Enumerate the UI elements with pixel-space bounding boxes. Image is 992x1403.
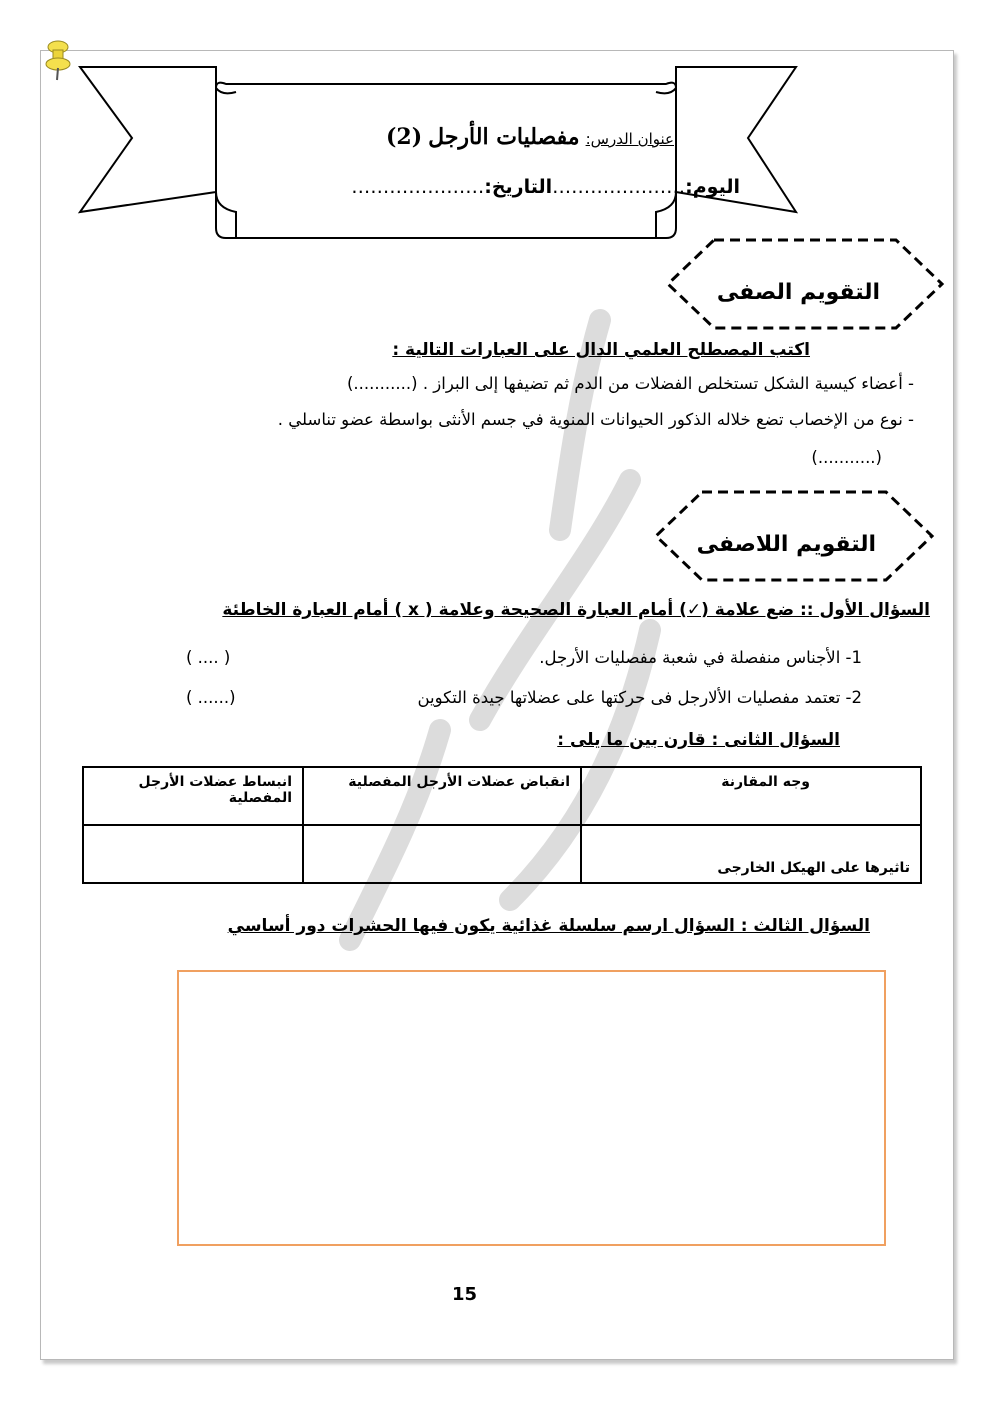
date-line [351,176,740,198]
table-header-cell: انبساط عضلات الأرجل المفصلية [83,767,303,825]
lesson-name: مفصليات الأرجل [428,124,580,150]
lesson-number: (2) [385,124,423,150]
drawing-answer-box[interactable] [177,970,886,1246]
page-number: 15 [452,1284,478,1305]
class-eval-item-1: - أعضاء كيسية الشكل تستخلص الفضلات من الدم ثم تضيفها إلى البراز . (...........) [347,374,914,393]
q1-item-1-text: 1- الأجناس منفصلة في شعبة مفصليات الأرجل. [539,648,862,667]
day-label: اليوم: [685,176,740,198]
day-dots: ………………… [552,176,686,198]
table-header-cell: وجه المقارنة [581,767,921,825]
q2-heading: السؤال الثانى : قارن بين ما يلى : [557,730,840,750]
comparison-table [82,766,922,884]
q1-heading: السؤال الأول :: ضع علامة (✓) أمام العبارة الصحيحة وعلامة ( x ) أمام العبارة الخاطئة [222,600,930,620]
title-scroll-banner [76,62,800,248]
table-row-label: تاثيرها على الهيكل الخارجى [581,825,921,883]
class-eval-instruction: اكتب المصطلح العلمي الدال على العبارات التالية : [392,340,810,360]
home-eval-title: التقويم اللاصفى [696,532,876,557]
pushpin-icon [44,38,74,82]
lesson-title [386,124,674,150]
table-cell-blank[interactable] [303,825,581,883]
table-header-cell: انقباض عضلات الأرجل المفصلية [303,767,581,825]
class-eval-item-2-answer: (...........) [811,448,882,467]
class-eval-title: التقويم الصفى [716,280,880,305]
date-dots: ………………… [351,176,485,198]
lesson-label: عنوان الدرس: [585,130,674,148]
table-header-row [83,767,921,825]
class-eval-item-2: - نوع من الإخصاب تضع خلاله الذكور الحيوانات المنوية في جسم الأنثى بواسطة عضو تناسلي . [277,410,914,429]
q1-item-2-text: 2- تعتمد مفصليات الألارجل فى حركتها على عضلاتها جيدة التكوين [417,688,862,707]
q1-item-1-answer: ( .... ) [186,648,231,667]
table-row [83,825,921,883]
table-cell-blank[interactable] [83,825,303,883]
q3-heading: السؤال الثالث : السؤال ارسم سلسلة غذائية يكون فيها الحشرات دور أساسي [227,916,870,936]
date-label: التاريخ: [484,176,553,198]
q1-item-2-answer: (...... ) [186,688,236,707]
